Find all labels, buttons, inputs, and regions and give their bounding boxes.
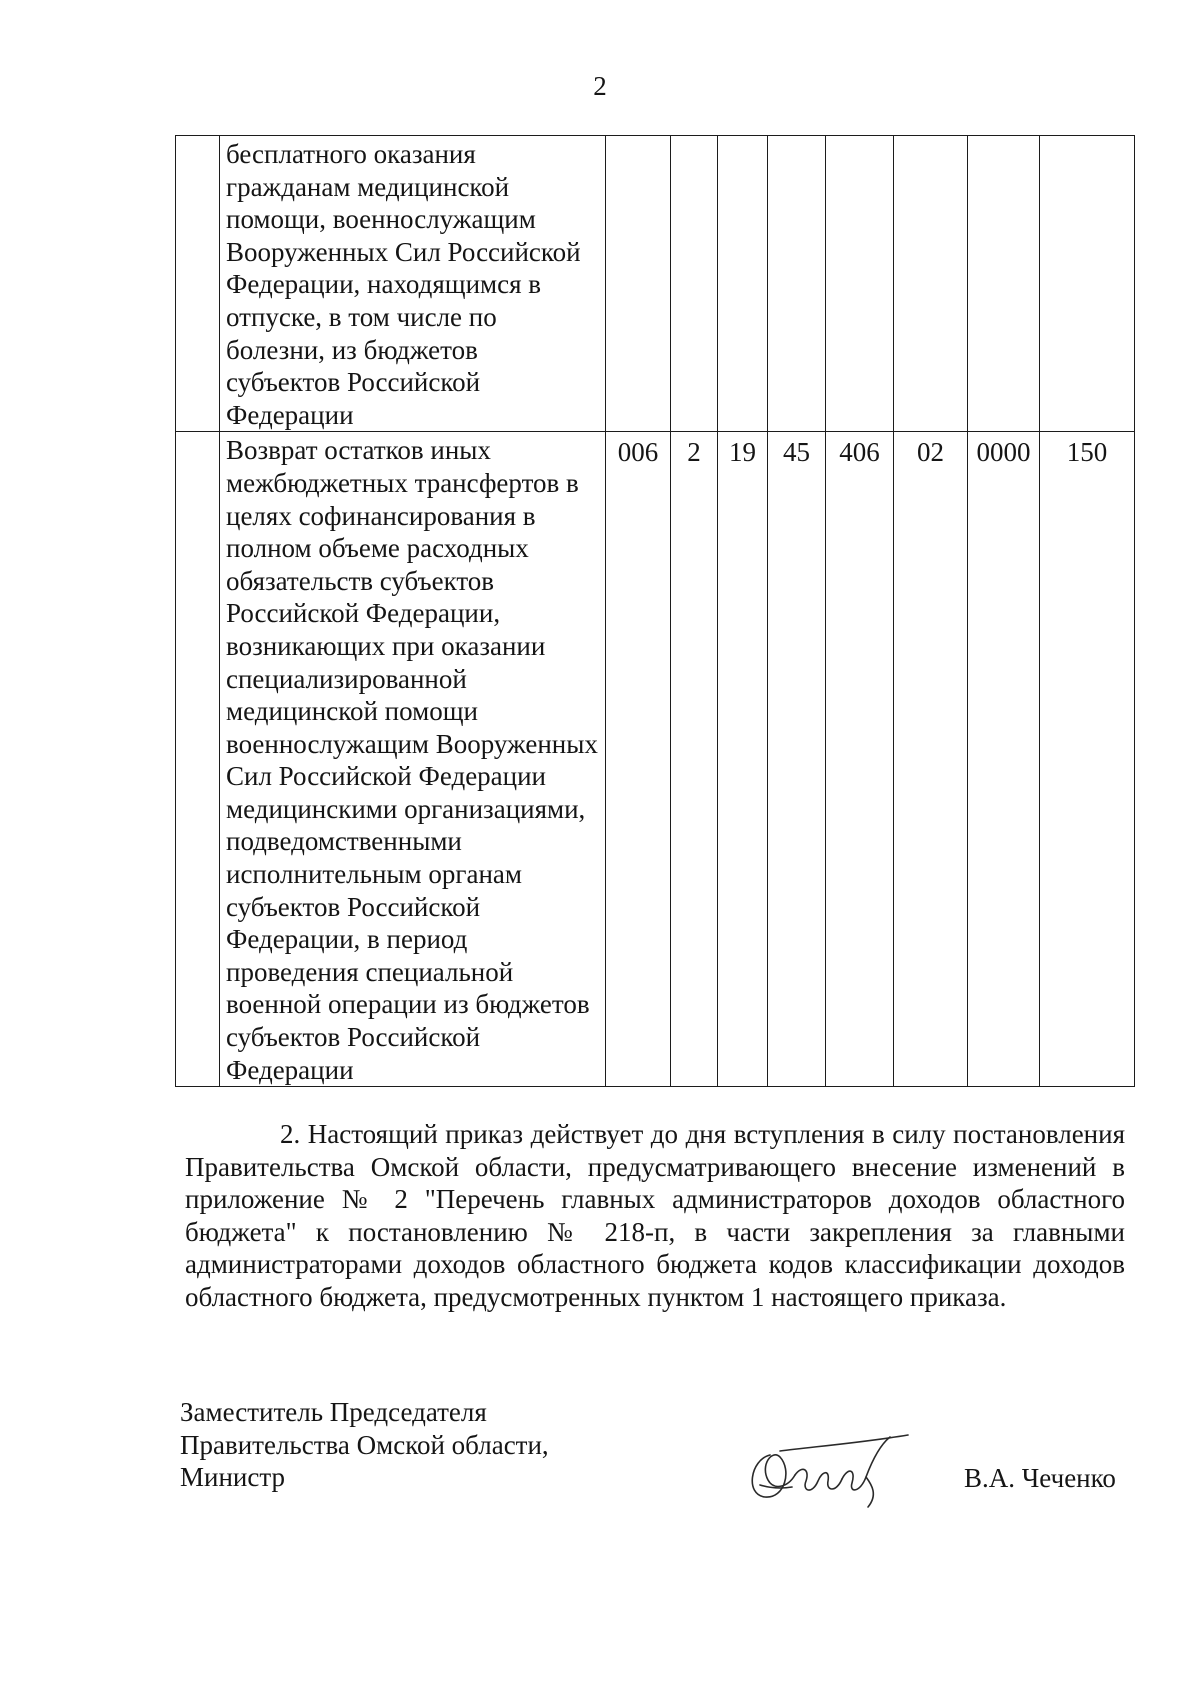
order-paragraph: 2. Настоящий приказ действует до дня вступления в силу постановления Правительства Омской области, предусматривающего внесение изменений в приложение № 2 "Перечень главных администраторов доходов областного бюджета" к постановлению № 218-п, в части закрепления за главными администраторами доходов областного бюджета кодов классификации доходов областного бюджета, предусмотренных пунктом 1 настоящего приказа. xyxy=(185,1119,1125,1312)
code-cell: 0000 xyxy=(968,432,1040,1087)
code-cell xyxy=(894,136,968,432)
name-line: болезни, из бюджетов xyxy=(226,334,478,365)
name-line: исполнительным органам xyxy=(226,859,522,890)
page-number: 2 xyxy=(593,71,607,101)
name-line: медицинской помощи xyxy=(226,696,478,727)
handwritten-signature xyxy=(740,1425,915,1515)
signer-name: В.А. Чеченко xyxy=(964,1463,1116,1493)
name-line: военнослужащим Вооруженных xyxy=(226,728,598,759)
name-line: военной операции из бюджетов xyxy=(226,989,590,1020)
name-line: гражданам медицинской xyxy=(226,171,510,202)
code-cell xyxy=(606,136,671,432)
signatory-title-line: Правительства Омской области, xyxy=(180,1429,549,1460)
name-line: межбюджетных трансфертов в xyxy=(226,467,579,498)
name-line: Возврат остатков иных xyxy=(226,435,491,466)
income-name-cell xyxy=(220,136,606,432)
code-cell: 2 xyxy=(671,432,718,1087)
table-row xyxy=(176,136,1135,432)
code-cell xyxy=(1040,136,1135,432)
name-line: Федерации, находящимся в xyxy=(226,269,542,300)
name-line: Вооруженных Сил Российской xyxy=(226,236,581,267)
signatory-title-line: Заместитель Председателя xyxy=(180,1397,487,1427)
name-line: полном объеме расходных xyxy=(226,533,529,564)
name-line: субъектов Российской xyxy=(226,891,481,922)
code-cell: 150 xyxy=(1040,432,1135,1087)
name-line: медицинскими организациями, xyxy=(226,793,586,824)
name-line: отпуске, в том числе по xyxy=(226,301,497,332)
income-codes-table xyxy=(175,135,1135,1087)
code-cell xyxy=(768,136,826,432)
code-cell xyxy=(826,136,894,432)
code-cell: 406 xyxy=(826,432,894,1087)
name-line: Федерации xyxy=(226,399,354,430)
signatory-title-line: Министр xyxy=(180,1462,285,1493)
code-cell: 19 xyxy=(718,432,768,1087)
name-line: подведомственными xyxy=(226,826,462,857)
code-cell xyxy=(671,136,718,432)
name-line: Федерации xyxy=(226,1054,354,1085)
name-line: Российской Федерации, xyxy=(226,598,501,629)
signatory-title xyxy=(180,1396,549,1494)
code-cell: 006 xyxy=(606,432,671,1087)
name-line: целях софинансирования в xyxy=(226,500,536,531)
code-cell xyxy=(718,136,768,432)
name-line: субъектов Российской xyxy=(226,1022,481,1053)
name-line: обязательств субъектов xyxy=(226,565,495,596)
code-cell xyxy=(968,136,1040,432)
name-line: специализированной xyxy=(226,663,467,694)
name-line: бесплатного оказания xyxy=(226,139,476,169)
name-line: Федерации, в период xyxy=(226,924,468,955)
code-cell: 45 xyxy=(768,432,826,1087)
name-line: проведения специальной xyxy=(226,956,514,987)
name-line: Сил Российской Федерации xyxy=(226,761,547,792)
name-line: помощи, военнослужащим xyxy=(226,204,536,235)
number-cell xyxy=(176,136,220,432)
name-line: субъектов Российской xyxy=(226,367,481,398)
number-cell xyxy=(176,432,220,1087)
name-line: возникающих при оказании xyxy=(226,630,546,661)
code-cell: 02 xyxy=(894,432,968,1087)
income-name-cell xyxy=(220,432,606,1087)
table-row xyxy=(176,432,1135,1087)
